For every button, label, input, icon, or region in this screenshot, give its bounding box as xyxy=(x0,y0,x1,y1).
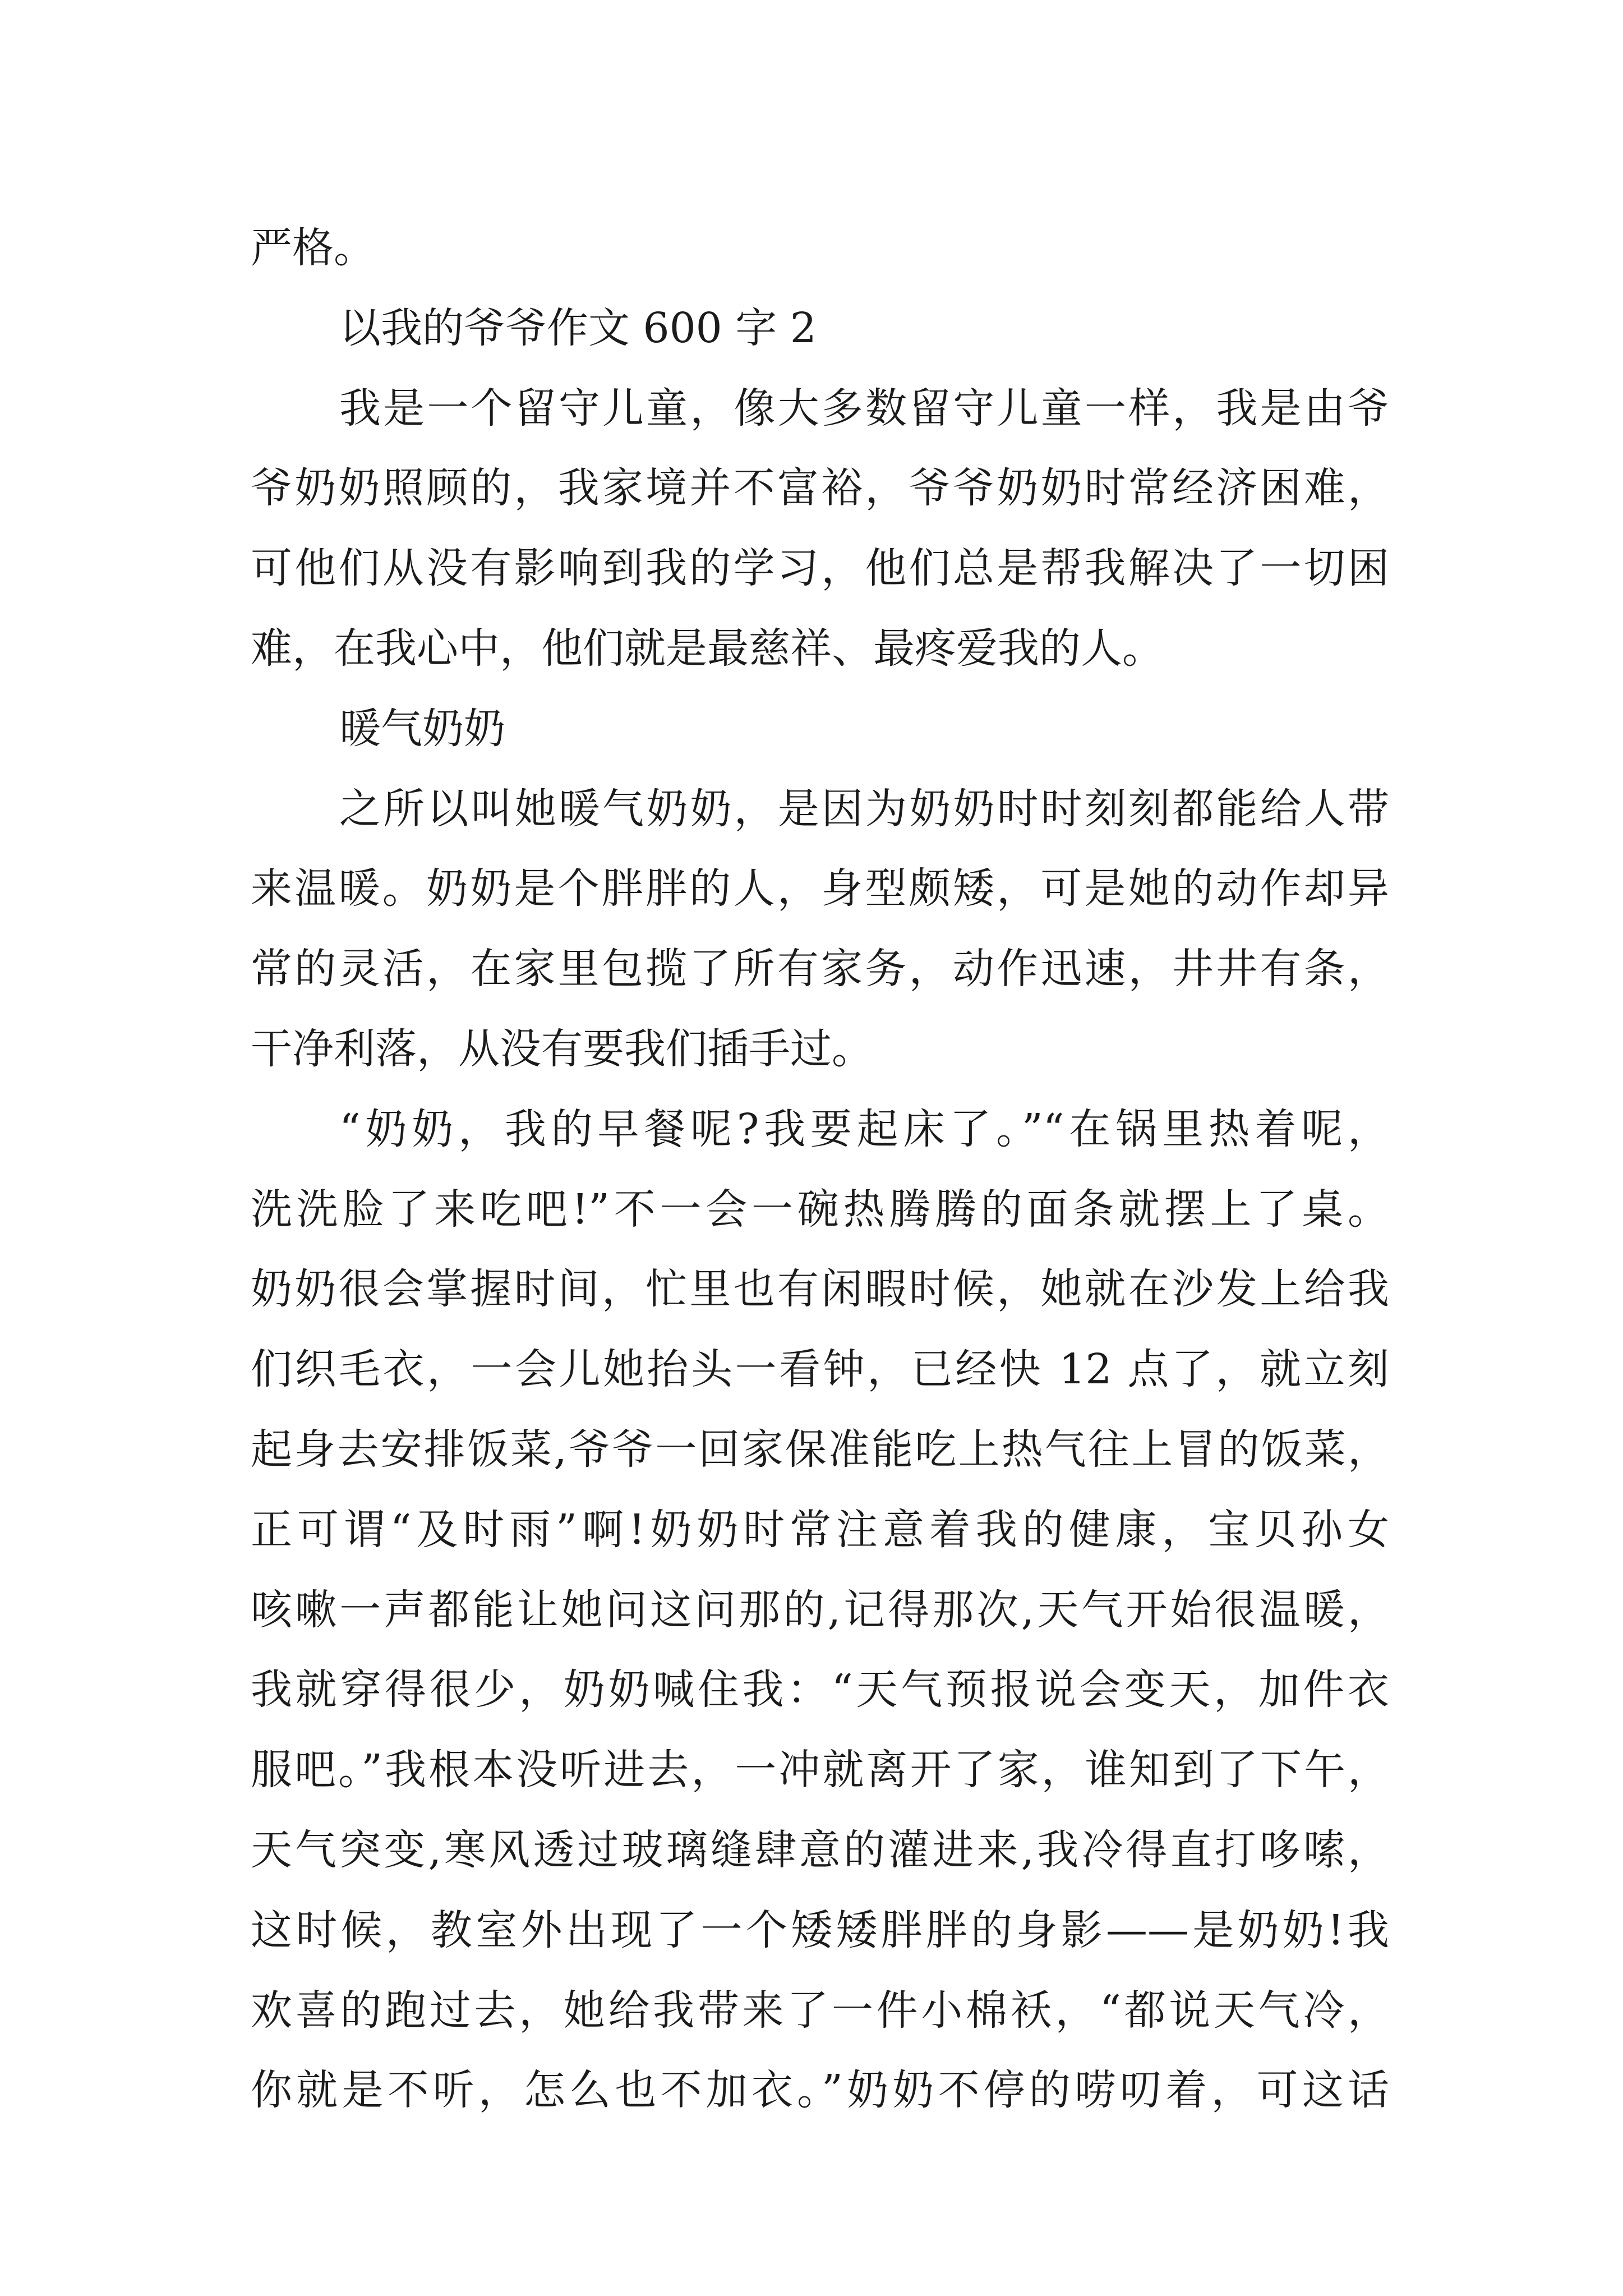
section-heading: 暖气奶奶 xyxy=(339,704,505,753)
paragraph-line: 咳嗽一声都能让她问这问那的,记得那次,天气开始很温暖， xyxy=(251,1585,1389,1634)
paragraph-line: 来温暖。奶奶是个胖胖的人，身型颇矮，可是她的动作却异 xyxy=(251,864,1389,913)
continuation-line: 严格。 xyxy=(251,224,375,272)
paragraph-line: 正可谓“及时雨”啊!奶奶时常注意着我的健康，宝贝孙女 xyxy=(251,1505,1389,1554)
paragraph-line: 奶奶很会掌握时间，忙里也有闲暇时候，她就在沙发上给我 xyxy=(251,1265,1389,1314)
document-body xyxy=(251,208,1389,2131)
paragraph-line: 常的灵活，在家里包揽了所有家务，动作迅速，井井有条， xyxy=(251,945,1389,993)
essay-title: 以我的爷爷作文 600 字 2 xyxy=(339,303,817,352)
paragraph-line: 服吧。”我根本没听进去，一冲就离开了家，谁知到了下午， xyxy=(251,1746,1389,1795)
paragraph-line: 欢喜的跑过去，她给我带来了一件小棉袄，“都说天气冷， xyxy=(251,1986,1389,2035)
paragraph-line: 之所以叫她暖气奶奶，是因为奶奶时时刻刻都能给人带 xyxy=(339,784,1389,833)
paragraph-line: 我是一个留守儿童，像大多数留守儿童一样，我是由爷 xyxy=(339,384,1389,432)
paragraph-line: 起身去安排饭菜,爷爷一回家保准能吃上热气往上冒的饭菜， xyxy=(251,1425,1389,1474)
paragraph-line: 爷奶奶照顾的，我家境并不富裕，爷爷奶奶时常经济困难， xyxy=(251,464,1389,513)
paragraph-line: 这时候，教室外出现了一个矮矮胖胖的身影——是奶奶!我 xyxy=(251,1906,1389,1954)
paragraph-line: 我就穿得很少，奶奶喊住我：“天气预报说会变天，加件衣 xyxy=(251,1665,1389,1714)
paragraph-line: “奶奶，我的早餐呢?我要起床了。”“在锅里热着呢， xyxy=(339,1105,1389,1153)
paragraph-line: 可他们从没有影响到我的学习，他们总是帮我解决了一切困 xyxy=(251,544,1389,593)
paragraph-line: 天气突变,寒风透过玻璃缝肆意的灌进来,我冷得直打哆嗦， xyxy=(251,1825,1389,1874)
paragraph-line: 难，在我心中，他们就是最慈祥、最疼爱我的人。 xyxy=(251,624,1164,673)
paragraph-line: 干净利落，从没有要我们插手过。 xyxy=(251,1024,873,1073)
paragraph-line: 洗洗脸了来吃吧!”不一会一碗热腾腾的面条就摆上了桌。 xyxy=(251,1185,1389,1234)
paragraph-line: 你就是不听，怎么也不加衣。”奶奶不停的唠叨着，可这话 xyxy=(251,2066,1389,2115)
paragraph-line: 们织毛衣，一会儿她抬头一看钟，已经快 12 点了，就立刻 xyxy=(251,1345,1389,1394)
